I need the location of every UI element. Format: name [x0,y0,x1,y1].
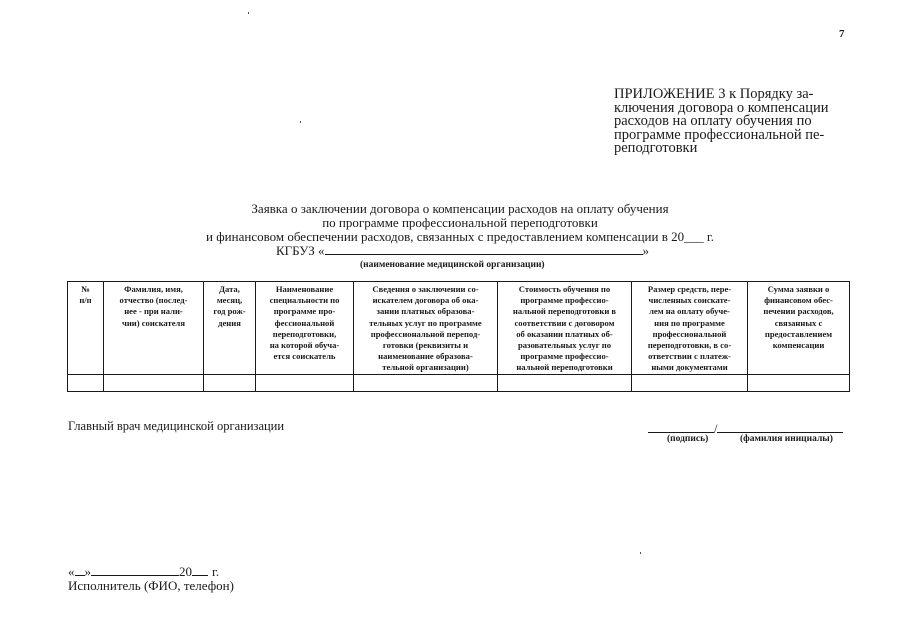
column-header-line: разовательных услуг по [517,340,612,351]
column-header-line: об оказании платных об- [516,328,613,339]
date-close-quote: » [84,564,91,579]
column-header-line: специальности по [269,295,340,306]
column-header [204,282,256,375]
executor-label: Исполнитель (ФИО, телефон) [68,578,234,593]
column-header-line: дения [218,317,241,328]
appendix-line: расходов на оплату обучения по [614,113,812,129]
signature-caption: (подпись) [667,434,709,444]
column-header-line: профессиональной перепод- [370,328,481,339]
table-cell[interactable] [256,374,354,391]
column-header-line: программе про- [273,306,336,317]
org-suffix: » [642,243,649,258]
appendix-line: ключения договора о компенсации [614,99,829,116]
appendix-heading [614,88,850,156]
column-header [256,282,354,375]
scan-speck [248,12,249,14]
column-header-line: отчество (послед- [119,295,188,306]
column-header-line: ется соискатель [273,351,336,362]
scan-speck [640,552,641,554]
column-header [68,282,104,375]
column-header-line: нее - при нали- [124,306,183,317]
column-header-line: Дата, [219,284,240,294]
name-caption: (фамилия инициалы) [740,434,833,444]
column-header-line: месяц, [216,295,243,306]
table-cell[interactable] [748,374,850,391]
column-header-line: ния по программе [654,317,725,328]
column-header-line: предоставлением [764,328,833,339]
column-header-line: связанных с [774,317,823,328]
column-header-line: ными документами [651,362,728,373]
year-blank [192,564,208,576]
chief-doctor-label: Главный врач медицинской организации [68,419,285,433]
table-cell[interactable] [104,374,204,391]
column-header-line: на которой обуча- [269,340,340,351]
applicants-table [67,281,850,392]
column-header-line: № [81,284,90,294]
column-header-line: Стоимость обучения по [518,284,611,294]
column-header [632,282,748,375]
date-open-quote: « [68,564,75,579]
column-header-line: п/п [79,295,92,306]
year-prefix: 20 [179,564,192,579]
table-row [68,374,850,391]
column-header-line: компенсации [772,340,825,351]
signature-slash: / [714,422,718,436]
column-header-line: зании платных образова- [376,306,475,317]
column-header [354,282,498,375]
table-header-row [68,282,850,375]
month-blank [91,564,179,576]
column-header [498,282,632,375]
column-header-line: программе профессио- [520,351,609,362]
column-header-line: тельной организации) [382,362,469,373]
title-line: и финансовом обеспечении расходов, связанных с предоставлением компенсации в 20___ г. [206,229,714,244]
column-header-line: год рож- [213,306,246,317]
org-caption: (наименование медицинской организации) [360,260,545,270]
column-header-line: Наименование [275,284,334,294]
table-cell[interactable] [68,374,104,391]
column-header-line: печении расходов, [763,306,834,317]
column-header-line: Сведения о заключении со- [372,284,479,294]
column-header-line: наименование образова- [378,351,473,362]
name-blank [717,420,843,433]
signature-blank [648,420,714,433]
column-header-line: искателем договора об ока- [372,295,479,306]
organization-name-line [276,242,649,259]
title-line: по программе профессиональной переподготовки [322,215,598,230]
table-cell[interactable] [354,374,498,391]
column-header-line: готовки (реквизиты и [382,340,469,351]
table-cell[interactable] [632,374,748,391]
column-header-line: численных соискате- [648,295,731,306]
column-header-line: переподготовки, [272,328,337,339]
org-name-blank [325,242,643,255]
column-header-line: программе профессио- [520,295,609,306]
org-prefix: КГБУЗ « [276,243,325,258]
appendix-line: ПРИЛОЖЕНИЕ 3 к Порядку за- [614,86,814,102]
column-header-line: финансовом обес- [764,295,833,306]
title-line: Заявка о заключении договора о компенсации расходов на оплату обучения [251,201,669,216]
table-cell[interactable] [204,374,256,391]
column-header-line: соответствии с договором [514,317,615,328]
column-header-line: нальной переподготовки [516,362,613,373]
scan-speck [300,121,301,123]
column-header-line: лем на оплату обуче- [649,306,730,317]
column-header-line: профессиональной [652,328,727,339]
column-header-line: фессиональной [274,317,335,328]
column-header-line: чии) соискателя [121,317,186,328]
column-header [104,282,204,375]
appendix-line: реподготовки [614,140,698,156]
column-header [748,282,850,375]
day-blank [75,564,85,576]
column-header-line: Фамилия, имя, [124,284,183,294]
column-header-line: Сумма заявки о [767,284,830,294]
table-cell[interactable] [498,374,632,391]
page-number: 7 [839,28,845,40]
column-header-line: переподготовки, в со- [647,340,732,351]
column-header-line: ответствии с платеж- [648,351,731,362]
column-header-line: тельных услуг по программе [369,317,482,328]
year-suffix: г. [212,564,220,579]
column-header-line: Размер средств, пере- [647,284,732,294]
appendix-line: программе профессиональной пе- [614,126,825,143]
column-header-line: нальной переподготовки в [512,306,617,317]
application-title [160,202,760,244]
